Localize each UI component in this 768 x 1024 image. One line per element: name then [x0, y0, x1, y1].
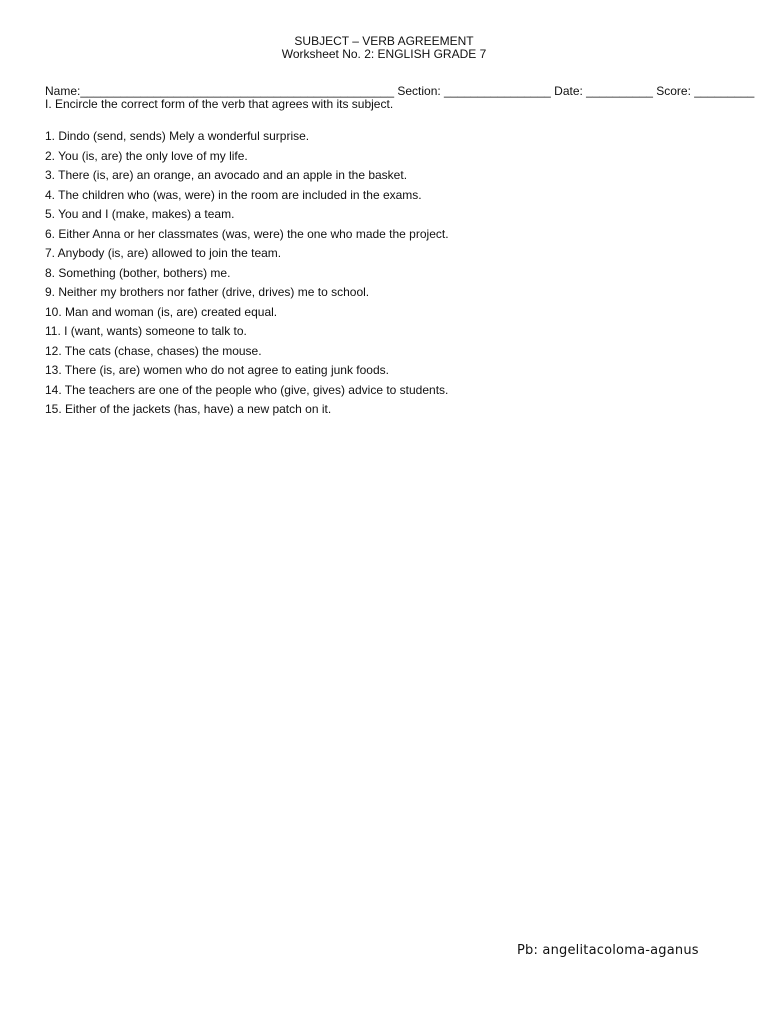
exercise-item: 7. Anybody (is, are) allowed to join the team.: [45, 246, 282, 260]
instruction-text: I. Encircle the correct form of the verb that agrees with its subject.: [45, 97, 394, 111]
exercise-item: 3. There (is, are) an orange, an avocado and an apple in the basket.: [45, 168, 408, 182]
exercise-item: 1. Dindo (send, sends) Mely a wonderful surprise.: [45, 129, 310, 143]
exercise-list: [45, 128, 449, 421]
exercise-item: 8. Something (bother, bothers) me.: [45, 265, 231, 280]
student-info-line: Name:_______________________________________________ Section: ________________ Date: __________ Score: _________: [45, 84, 755, 98]
exercise-item: 13. There (is, are) women who do not agree to eating junk foods.: [45, 363, 389, 377]
exercise-item: 14. The teachers are one of the people who (give, gives) advice to students.: [45, 382, 449, 397]
worksheet-title: SUBJECT – VERB AGREEMENT: [294, 34, 474, 48]
exercise-item: 6. Either Anna or her classmates (was, were) the one who made the project.: [45, 226, 449, 241]
exercise-item: 4. The children who (was, were) in the room are included in the exams.: [45, 187, 422, 202]
exercise-item: 11. I (want, wants) someone to talk to.: [45, 324, 247, 338]
exercise-item: 10. Man and woman (is, are) created equal.: [45, 304, 278, 319]
exercise-item: 9. Neither my brothers nor father (drive, drives) me to school.: [45, 285, 370, 299]
exercise-item: 12. The cats (chase, chases) the mouse.: [45, 343, 262, 358]
worksheet-header: [0, 35, 768, 61]
worksheet-subtitle: Worksheet No. 2: ENGLISH GRADE 7: [281, 47, 487, 61]
exercise-item: 15. Either of the jackets (has, have) a new patch on it.: [45, 402, 332, 416]
publisher-credit: Pb: angelitacoloma-aganus: [517, 943, 699, 958]
exercise-item: 5. You and I (make, makes) a team.: [45, 207, 235, 221]
exercise-item: 2. You (is, are) the only love of my life.: [45, 148, 248, 163]
